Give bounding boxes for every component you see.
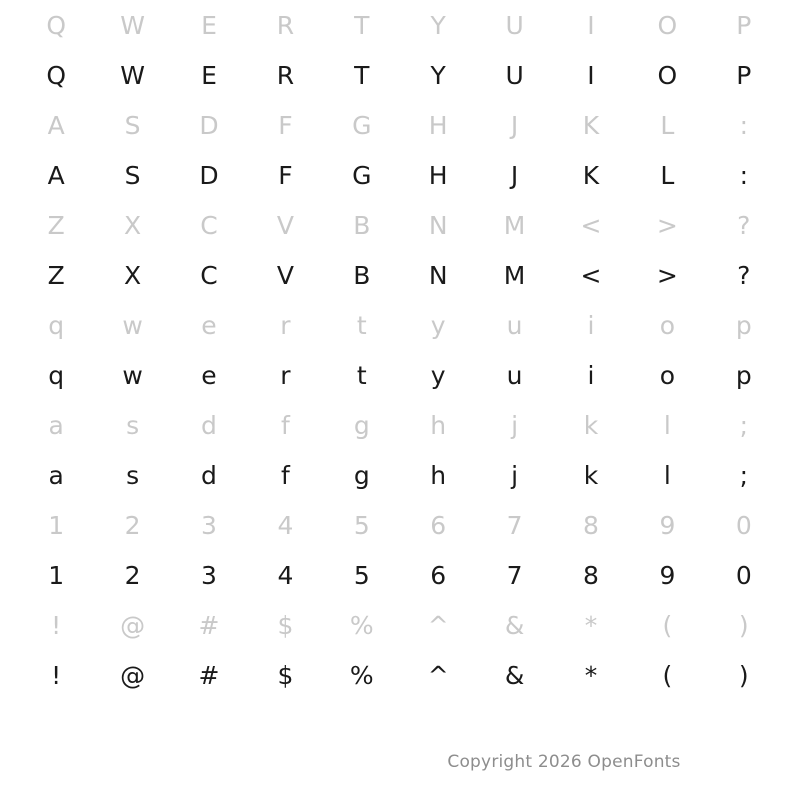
glyph-cell: a <box>48 410 64 440</box>
glyph-cell: D <box>199 110 219 140</box>
glyph-cell: ? <box>737 260 751 290</box>
glyph-row <box>18 650 782 700</box>
glyph-cell: L <box>660 110 675 140</box>
glyph-cell: w <box>122 310 143 340</box>
glyph-cell: r <box>280 310 291 340</box>
glyph-cell: ( <box>662 610 673 640</box>
glyph-cell: K <box>582 110 600 140</box>
glyph-cell: ^ <box>427 660 449 690</box>
glyph-cell: P <box>736 60 752 90</box>
glyph-cell: a <box>48 460 64 490</box>
glyph-cell: H <box>428 160 448 190</box>
glyph-cell: N <box>428 210 448 240</box>
glyph-cell: 5 <box>353 510 370 540</box>
glyph-cell: 8 <box>583 510 599 540</box>
glyph-cell: t <box>356 310 367 340</box>
glyph-cell: t <box>356 360 367 390</box>
glyph-cell: T <box>354 60 370 90</box>
glyph-cell: # <box>198 610 220 640</box>
glyph-cell: h <box>430 410 447 440</box>
glyph-cell: Q <box>46 10 67 40</box>
glyph-cell: L <box>660 160 675 190</box>
glyph-cell: ; <box>739 410 749 440</box>
glyph-cell: % <box>349 660 374 690</box>
glyph-cell: o <box>659 310 676 340</box>
glyph-cell: d <box>201 410 217 440</box>
glyph-cell: 2 <box>124 560 141 590</box>
glyph-cell: U <box>505 10 524 40</box>
glyph-cell: ) <box>738 660 749 690</box>
glyph-cell: W <box>120 60 145 90</box>
glyph-cell: 3 <box>201 560 217 590</box>
glyph-cell: 8 <box>583 560 599 590</box>
glyph-cell: X <box>124 260 142 290</box>
glyph-row <box>18 450 782 500</box>
glyph-cell: q <box>48 310 65 340</box>
glyph-cell: u <box>506 310 523 340</box>
glyph-cell: M <box>503 210 526 240</box>
glyph-cell: < <box>580 260 602 290</box>
glyph-row <box>18 250 782 300</box>
glyph-cell: y <box>430 310 446 340</box>
glyph-cell: S <box>124 110 141 140</box>
glyph-cell: q <box>48 360 65 390</box>
glyph-cell: f <box>280 460 290 490</box>
glyph-cell: D <box>199 160 219 190</box>
glyph-cell: E <box>201 60 217 90</box>
glyph-cell: X <box>124 210 142 240</box>
footer <box>0 752 800 772</box>
glyph-cell: l <box>663 410 671 440</box>
glyph-row <box>18 600 782 650</box>
glyph-cell: d <box>201 460 217 490</box>
glyph-cell: 0 <box>735 560 752 590</box>
glyph-cell: 4 <box>277 510 294 540</box>
glyph-cell: w <box>122 360 143 390</box>
glyph-cell: k <box>583 410 599 440</box>
glyph-row <box>18 400 782 450</box>
glyph-cell: B <box>353 260 371 290</box>
glyph-cell: G <box>352 160 372 190</box>
glyph-cell: S <box>124 160 141 190</box>
glyph-cell: @ <box>120 660 146 690</box>
glyph-cell: 5 <box>353 560 370 590</box>
glyph-cell: ) <box>738 610 749 640</box>
glyph-cell: 3 <box>201 510 217 540</box>
glyph-cell: V <box>276 210 294 240</box>
glyph-cell: s <box>126 410 140 440</box>
glyph-cell: @ <box>120 610 146 640</box>
glyph-row <box>18 150 782 200</box>
glyph-cell: # <box>198 660 220 690</box>
glyph-cell: W <box>120 10 145 40</box>
glyph-cell: j <box>511 410 519 440</box>
glyph-cell: 6 <box>430 560 447 590</box>
glyph-cell: e <box>201 360 217 390</box>
glyph-cell: 9 <box>659 560 676 590</box>
glyph-cell: % <box>349 610 374 640</box>
glyph-cell: G <box>352 110 372 140</box>
glyph-cell: r <box>280 360 291 390</box>
glyph-row <box>18 300 782 350</box>
glyph-cell: A <box>47 160 65 190</box>
glyph-cell: F <box>278 160 293 190</box>
glyph-row <box>18 500 782 550</box>
glyph-cell: O <box>657 60 678 90</box>
glyph-cell: 9 <box>659 510 676 540</box>
glyph-cell: g <box>353 410 370 440</box>
glyph-cell: 7 <box>506 560 523 590</box>
glyph-cell: > <box>656 260 678 290</box>
glyph-cell: & <box>504 610 525 640</box>
glyph-cell: : <box>739 110 749 140</box>
glyph-cell: T <box>354 10 370 40</box>
glyph-cell: O <box>657 10 678 40</box>
glyph-cell: ; <box>739 460 749 490</box>
glyph-cell: i <box>587 360 595 390</box>
glyph-cell: C <box>200 260 218 290</box>
glyph-cell: U <box>505 60 524 90</box>
glyph-row <box>18 100 782 150</box>
glyph-cell: ^ <box>427 610 449 640</box>
glyph-cell: F <box>278 110 293 140</box>
glyph-cell: N <box>428 260 448 290</box>
glyph-cell: o <box>659 360 676 390</box>
glyph-cell: R <box>276 60 295 90</box>
glyph-cell: p <box>735 360 752 390</box>
glyph-cell: 6 <box>430 510 447 540</box>
glyph-cell: 7 <box>506 510 523 540</box>
glyph-cell: u <box>506 360 523 390</box>
glyph-cell: h <box>430 460 447 490</box>
glyph-cell: < <box>580 210 602 240</box>
glyph-cell: g <box>353 460 370 490</box>
glyph-cell: * <box>584 610 598 640</box>
glyph-cell: Y <box>430 10 446 40</box>
glyph-cell: I <box>587 10 595 40</box>
glyph-cell: $ <box>277 660 294 690</box>
glyph-cell: A <box>47 110 65 140</box>
glyph-cell: V <box>276 260 294 290</box>
glyph-cell: R <box>276 10 295 40</box>
glyph-cell: Q <box>46 60 67 90</box>
glyph-cell: $ <box>277 610 294 640</box>
glyph-cell: e <box>201 310 217 340</box>
glyph-cell: l <box>663 460 671 490</box>
glyph-cell: 1 <box>48 510 65 540</box>
glyph-row <box>18 50 782 100</box>
glyph-cell: * <box>584 660 598 690</box>
glyph-cell: M <box>503 260 526 290</box>
glyph-cell: ! <box>51 610 62 640</box>
glyph-cell: 4 <box>277 560 294 590</box>
glyph-cell: B <box>353 210 371 240</box>
glyph-cell: J <box>510 160 519 190</box>
glyph-cell: p <box>735 310 752 340</box>
glyph-cell: K <box>582 160 600 190</box>
glyph-cell: f <box>280 410 290 440</box>
glyph-cell: s <box>126 460 140 490</box>
copyright-notice: Copyright 2026 OpenFonts <box>447 752 681 772</box>
glyph-cell: ! <box>51 660 62 690</box>
glyph-cell: Z <box>47 210 65 240</box>
glyph-row <box>18 550 782 600</box>
glyph-cell: Y <box>430 60 446 90</box>
glyph-row <box>18 200 782 250</box>
glyph-cell: ? <box>737 210 751 240</box>
glyph-cell: & <box>504 660 525 690</box>
glyph-cell: i <box>587 310 595 340</box>
glyph-cell: 1 <box>48 560 65 590</box>
glyph-cell: j <box>511 460 519 490</box>
glyph-cell: y <box>430 360 446 390</box>
glyph-cell: I <box>587 60 595 90</box>
glyph-cell: k <box>583 460 599 490</box>
glyph-cell: Z <box>47 260 65 290</box>
glyph-cell: C <box>200 210 218 240</box>
glyph-cell: 0 <box>735 510 752 540</box>
glyph-row <box>18 350 782 400</box>
glyph-cell: : <box>739 160 749 190</box>
glyph-cell: 2 <box>124 510 141 540</box>
glyph-cell: E <box>201 10 217 40</box>
glyph-cell: ( <box>662 660 673 690</box>
glyph-cell: H <box>428 110 448 140</box>
glyph-cell: > <box>656 210 678 240</box>
glyph-cell: P <box>736 10 752 40</box>
glyph-cell: J <box>510 110 519 140</box>
glyph-row <box>18 0 782 50</box>
